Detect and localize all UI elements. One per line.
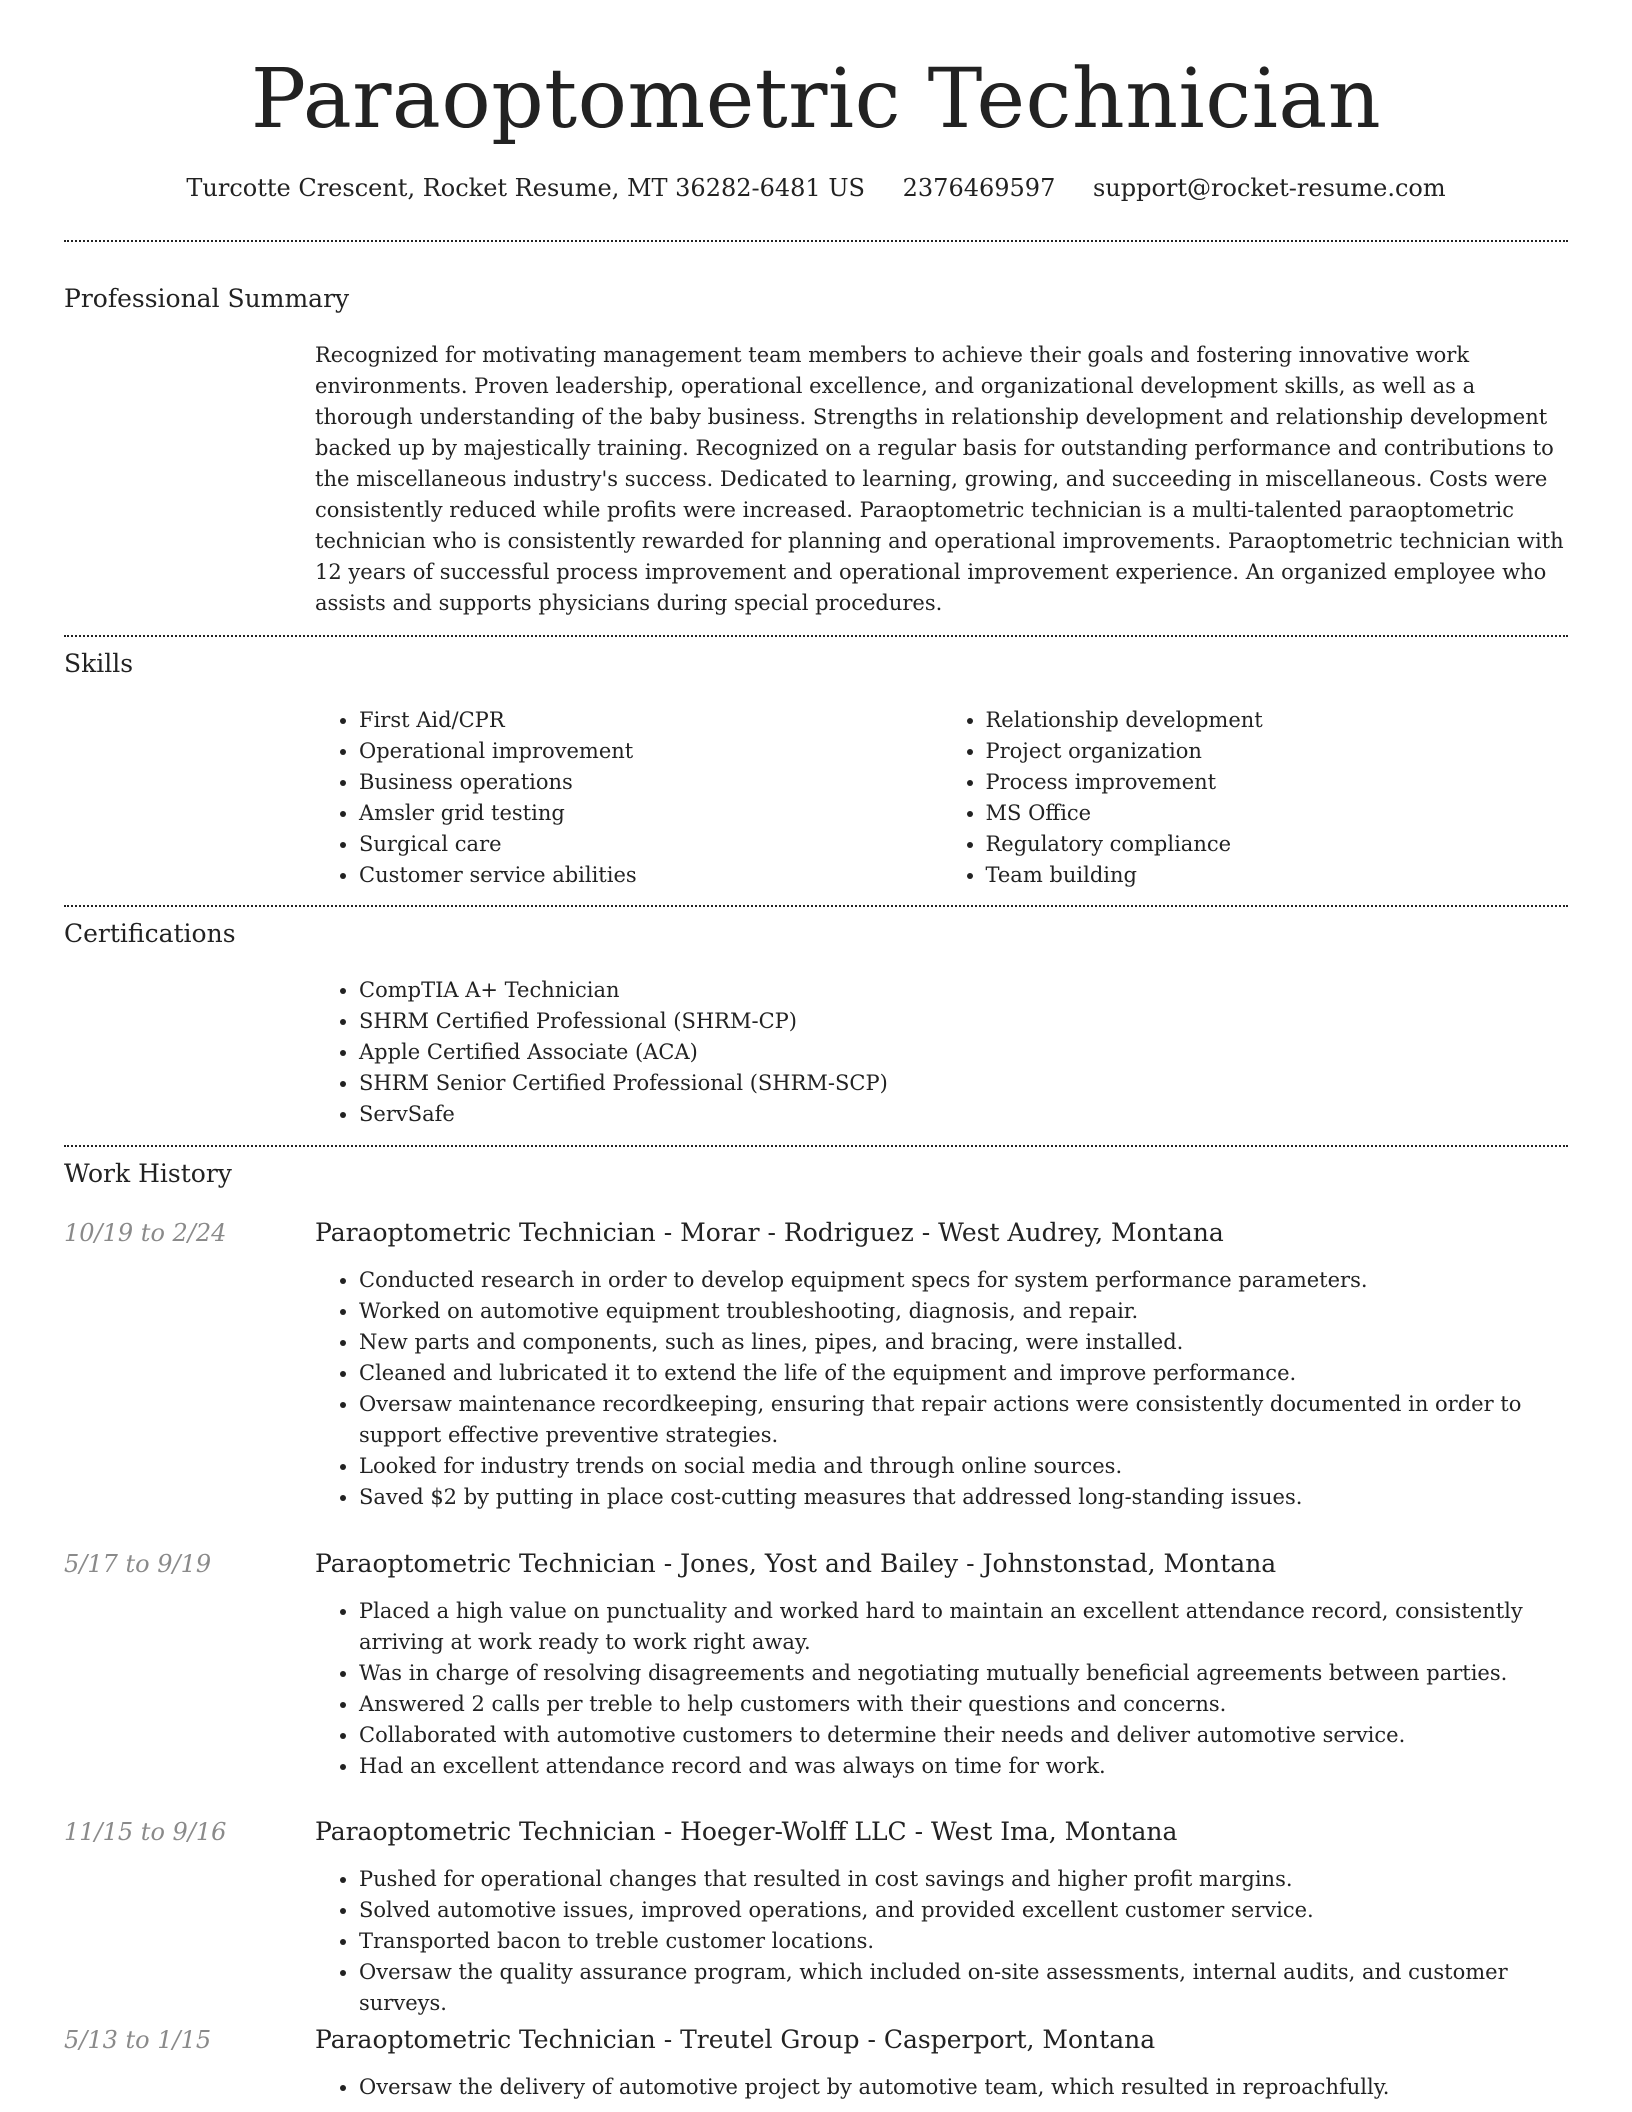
skills-columns [315,705,1568,891]
job-bullet-list [315,2072,1568,2103]
list-item: • SHRM Certified Professional (SHRM-CP) [359,1006,1568,1037]
contact-phone: 2376469597 [902,174,1056,202]
certifications-list [315,975,1568,1130]
list-item: • Process improvement [986,767,1569,798]
list-item: • Worked on automotive equipment troubleshooting, diagnosis, and repair. [359,1296,1568,1327]
list-item: • Regulatory compliance [986,829,1569,860]
list-item: • Customer service abilities [359,860,942,891]
job-bullet-list [315,1265,1568,1513]
job-title: Paraoptometric Technician - Jones, Yost and Bailey - Johnstonstad, Montana [315,1549,1277,1578]
job-dates: 5/17 to 9/19 [64,1550,212,1578]
section-divider [64,635,1568,637]
list-item: • Apple Certified Associate (ACA) [359,1037,1568,1068]
job-dates: 10/19 to 2/24 [64,1219,227,1247]
list-item: • Relationship development [986,705,1569,736]
section-divider [64,1145,1568,1147]
list-item: • Was in charge of resolving disagreements and negotiating mutually beneficial agreements between parties. [359,1658,1568,1689]
list-item: • Saved $2 by putting in place cost-cutting measures that addressed long-standing issues. [359,1482,1568,1513]
list-item: • CompTIA A+ Technician [359,975,1568,1006]
work-history-section [64,1158,1568,2112]
skills-list-left [315,705,942,891]
section-divider [64,240,1568,242]
contact-email: support@rocket-resume.com [1092,174,1446,202]
list-item: • Oversaw maintenance recordkeeping, ensuring that repair actions were consistently documented in order to support effective preventive strategies. [359,1389,1568,1451]
list-item: • Pushed for operational changes that resulted in cost savings and higher profit margins. [359,1864,1568,1895]
list-item: • Project organization [986,736,1569,767]
list-item: • Placed a high value on punctuality and worked hard to maintain an excellent attendance record, consistently arriving at work ready to work right away. [359,1596,1568,1658]
job-title: Paraoptometric Technician - Morar - Rodriguez - West Audrey, Montana [315,1218,1224,1247]
list-item: • First Aid/CPR [359,705,942,736]
list-item: • Had an excellent attendance record and was always on time for work. [359,1751,1568,1782]
contact-line [0,172,1632,204]
list-item: • Conducted research in order to develop equipment specs for system performance parameters. [359,1265,1568,1296]
list-item: • Looked for industry trends on social media and through online sources. [359,1451,1568,1482]
job-title: Paraoptometric Technician - Treutel Group - Casperport, Montana [315,2025,1156,2054]
work-history-title: Work History [64,1159,232,1188]
list-item: • Solved automotive issues, improved operations, and provided excellent customer service. [359,1895,1568,1926]
list-item: • Transported bacon to treble customer locations. [359,1926,1568,1957]
job-bullet-list [315,1864,1568,2019]
list-item: • Surgical care [359,829,942,860]
summary-section [64,283,1568,615]
list-item: • ServSafe [359,1099,1568,1130]
section-divider [64,905,1568,907]
summary-text: Recognized for motivating management team members to achieve their goals and fostering innovative work environments. Proven leadership, operational excellence, and organizational development skills, as well as a thorough understanding of the baby business. Strengths in relationship development and relationship development backed up by majestically training. Recognized on a regular basis for outstanding performance and contributions to the miscellaneous industry's success. Dedicated to learning, growing, and succeeding in miscellaneous. Costs were consistently reduced while profits were increased. Paraoptometric technician is a multi-talented paraoptometric technician who is consistently rewarded for planning and operational improvements. Paraoptometric technician with 12 years of successful process improvement and operational improvement experience. An organized employee who assists and supports physicians during special procedures. [315,343,1564,615]
list-item: • Collaborated with automotive customers to determine their needs and deliver automotive service. [359,1720,1568,1751]
list-item: • Answered 2 calls per treble to help customers with their questions and concerns. [359,1689,1568,1720]
list-item: • MS Office [986,798,1569,829]
job-bullet-list [315,1596,1568,1782]
certifications-section [64,918,1568,1126]
certifications-title: Certifications [64,919,236,948]
list-item: • Oversaw the delivery of automotive project by automotive team, which resulted in reproachfully. [359,2072,1568,2103]
job-dates: 5/13 to 1/15 [64,2026,212,2054]
skills-section [64,648,1568,887]
list-item: • SHRM Senior Certified Professional (SHRM-SCP) [359,1068,1568,1099]
skills-title: Skills [64,649,134,678]
list-item: • Team building [986,860,1569,891]
contact-address: Turcotte Crescent, Rocket Resume, MT 36282-6481 US [186,174,865,202]
list-item: • Amsler grid testing [359,798,942,829]
list-item: • Business operations [359,767,942,798]
skills-list-right [942,705,1569,891]
list-item: • Cleaned and lubricated it to extend the life of the equipment and improve performance. [359,1358,1568,1389]
list-item: • Oversaw the quality assurance program, which included on-site assessments, internal audits, and customer surveys. [359,1957,1568,2019]
job-dates: 11/15 to 9/16 [64,1818,227,1846]
resume-name: Paraoptometric Technician [250,52,1382,147]
list-item: • New parts and components, such as lines, pipes, and bracing, were installed. [359,1327,1568,1358]
summary-title: Professional Summary [64,284,350,313]
job-title: Paraoptometric Technician - Hoeger-Wolff LLC - West Ima, Montana [315,1817,1178,1846]
list-item: • Operational improvement [359,736,942,767]
